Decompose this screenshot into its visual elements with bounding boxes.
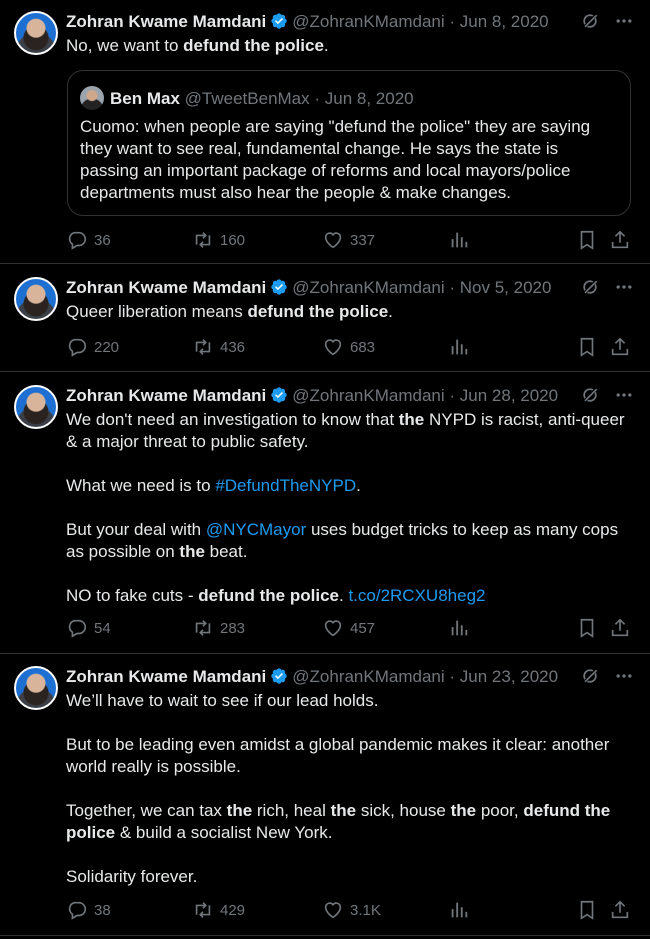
quote-date: · Jun 8, 2020 [314,89,414,108]
retweet-icon [192,899,214,921]
action-bar [66,899,632,921]
tweet-date[interactable]: · Nov 5, 2020 [449,278,552,297]
heart-icon [322,336,344,358]
author-handle[interactable]: @ZohranKMamdani [292,12,445,31]
retweet-button[interactable] [192,336,245,358]
more-icon[interactable] [614,11,634,31]
tweet[interactable] [0,0,650,264]
verified-badge-icon [270,667,288,685]
tweet-text: We’ll have to wait to see if our lead holds. But to be leading even amidst a global pandemic makes it clear: another world really is possible. Together, we can tax the rich, heal the sick, house the poor, defund the police & build a socialist New York. Solidarity forever. [66,691,615,886]
heart-icon [322,899,344,921]
views-button[interactable] [448,336,470,358]
verified-badge-icon [270,12,288,30]
more-icon[interactable] [614,277,634,297]
author-name[interactable]: Zohran Kwame Mamdani [66,386,267,405]
share-button[interactable] [609,229,631,251]
retweet-button[interactable] [192,617,245,639]
bookmark-icon [576,229,598,251]
author-name[interactable]: Zohran Kwame Mamdani [66,278,267,297]
tweet-text: No, we want to defund the police. [66,36,329,55]
grok-icon[interactable] [580,666,600,686]
reply-count: 38 [94,901,111,919]
tweet-header [66,385,650,407]
tweet-date[interactable]: · Jun 8, 2020 [449,12,549,31]
tweet[interactable] [0,264,650,372]
reply-count: 36 [94,231,111,249]
tweet-date[interactable]: · Jun 28, 2020 [449,386,559,405]
tweet-text: We don't need an investigation to know that the NYPD is racist, anti-queer & a major threat to public safety. What we need is to #DefundTheNYPD. But your deal with @NYCMayor uses budget tricks to keep as many cops as possible on the beat. NO to fake cuts - defund the police. t.co/2RCXU8heg2 [66,410,630,605]
bookmark-icon [576,899,598,921]
tweet-header [66,666,650,688]
reply-icon [66,899,88,921]
retweet-count: 160 [220,231,246,249]
retweet-count: 429 [220,901,246,919]
reply-icon [66,229,88,251]
bookmark-button[interactable] [576,229,598,251]
tweet-header [66,277,650,299]
retweet-icon [192,617,214,639]
views-button[interactable] [448,617,470,639]
like-count: 457 [350,619,376,637]
share-icon [609,899,631,921]
like-button[interactable] [322,229,375,251]
quoted-tweet[interactable] [67,70,631,216]
retweet-count: 436 [220,338,246,356]
quote-author-name: Ben Max [110,89,180,108]
retweet-count: 283 [220,619,246,637]
heart-icon [322,229,344,251]
author-name[interactable]: Zohran Kwame Mamdani [66,12,267,31]
retweet-button[interactable] [192,229,245,251]
like-button[interactable] [322,899,381,921]
avatar[interactable] [14,11,58,55]
author-handle[interactable]: @ZohranKMamdani [292,278,445,297]
avatar[interactable] [14,385,58,429]
share-button[interactable] [609,899,631,921]
share-icon [609,229,631,251]
reply-count: 54 [94,619,111,637]
bookmark-button[interactable] [576,617,598,639]
like-count: 3.1K [350,901,381,919]
retweet-icon [192,229,214,251]
quote-author-handle: @TweetBenMax [184,89,310,108]
verified-badge-icon [270,386,288,404]
like-count: 683 [350,338,376,356]
author-handle[interactable]: @ZohranKMamdani [292,386,445,405]
bookmark-icon [576,617,598,639]
share-icon [609,336,631,358]
tweet[interactable] [0,372,650,654]
reply-button[interactable] [66,229,111,251]
views-icon [448,617,470,639]
reply-count: 220 [94,338,120,356]
tweet[interactable] [0,654,650,936]
action-bar [66,617,632,639]
tweet-text: Queer liberation means defund the police. [66,302,393,321]
hashtag-link[interactable]: #DefundTheNYPD [215,476,357,495]
views-icon [448,336,470,358]
like-count: 337 [350,231,376,249]
like-button[interactable] [322,336,375,358]
bookmark-button[interactable] [576,336,598,358]
url-link[interactable]: t.co/2RCXU8heg2 [348,586,486,605]
reply-icon [66,617,88,639]
share-button[interactable] [609,336,631,358]
tweet-header [66,11,650,33]
grok-icon[interactable] [580,277,600,297]
bookmark-button[interactable] [576,899,598,921]
views-icon [448,899,470,921]
action-bar [66,229,632,251]
retweet-button[interactable] [192,899,245,921]
quote-text: Cuomo: when people are saying "defund the police" they are saying they want to see real, fundamental change. He says the state is passing an important package of reforms and local mayors/police departments must also hear the people & make changes. [80,117,591,202]
reply-icon [66,336,88,358]
bookmark-icon [576,336,598,358]
retweet-icon [192,336,214,358]
share-button[interactable] [609,617,631,639]
action-bar [66,336,632,358]
views-button[interactable] [448,229,470,251]
views-button[interactable] [448,899,470,921]
quote-header [80,86,414,110]
more-icon[interactable] [614,666,634,686]
like-button[interactable] [322,617,375,639]
author-handle[interactable]: @ZohranKMamdani [292,667,445,686]
reply-button[interactable] [66,899,111,921]
author-name[interactable]: Zohran Kwame Mamdani [66,667,267,686]
share-icon [609,617,631,639]
avatar[interactable] [14,666,58,710]
views-icon [448,229,470,251]
mention-link[interactable]: @NYCMayor [205,520,307,539]
reply-button[interactable] [66,336,119,358]
tweet-date[interactable]: · Jun 23, 2020 [449,667,559,686]
verified-badge-icon [270,278,288,296]
heart-icon [322,617,344,639]
quote-avatar [80,86,104,110]
grok-icon[interactable] [580,11,600,31]
grok-icon[interactable] [580,385,600,405]
reply-button[interactable] [66,617,111,639]
more-icon[interactable] [614,385,634,405]
avatar[interactable] [14,277,58,321]
